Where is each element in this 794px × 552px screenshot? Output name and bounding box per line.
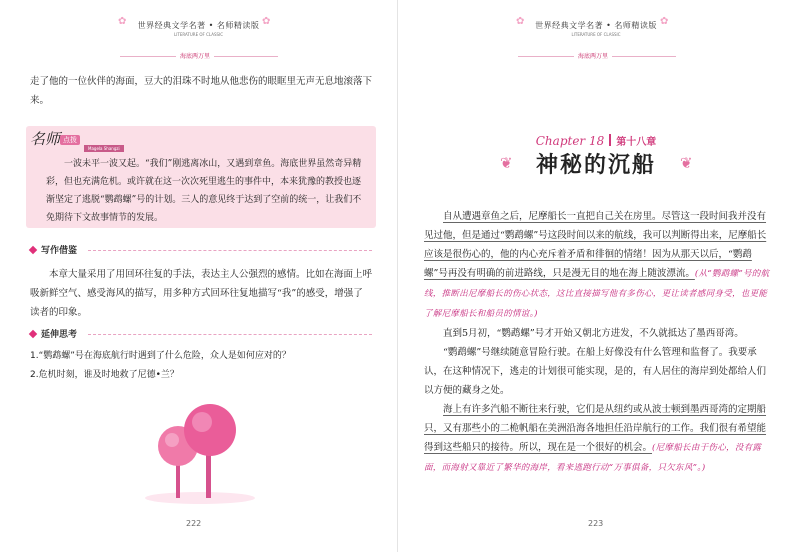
paragraph-text: 自从遭遇章鱼之后，尼摩船长一直把自己关在房里。尽管这一段时间我并没有见过他，但是通过“鹦鹉螺”号这段时间以来的航线，我可以判断得出来，尼摩船长应该是很伤心的，他的内心充斥着矛盾和徘徊的情绪！因为从那天以后，“鹦鹉螺”号再没有明确的前进路线，只是漫无目的地在海上随波漂流。 — [424, 211, 767, 279]
paragraph: 直到5月初，“鹦鹉螺”号才开始又朝北方进发，不久就抵达了墨西哥湾。 — [443, 328, 744, 339]
flower-icon: ✿ — [516, 16, 525, 27]
chapter-cn: 第十八章 — [616, 137, 657, 148]
series-title: 世界经典文学名著 • 名师精读版 — [137, 21, 260, 30]
dashed-rule — [88, 334, 372, 335]
section-writing-label: 写作借鉴 — [41, 246, 78, 256]
series-subtitle: LITERATURE OF CLASSIC — [174, 32, 223, 37]
flower-icon: ✿ — [262, 16, 271, 27]
dashed-rule — [88, 250, 372, 251]
annotation-note: (从“鹦鹉螺”号的航线，推断出尼摩船长的伤心状态，这比直接描写他有多伤心，更让读者感同身受，也更能了解尼摩船长和船员的情谊。) — [424, 269, 770, 319]
diamond-bullet-icon — [29, 330, 37, 338]
tip-badge-small: 点拨 — [60, 135, 80, 145]
flower-icon: ✿ — [660, 16, 669, 27]
chapter-body — [424, 207, 770, 478]
page-header — [398, 6, 794, 48]
tip-badge-en: Magela Shangzi — [84, 145, 124, 152]
chapter-en: Chapter 18 — [535, 134, 605, 148]
series-subtitle: LITERATURE OF CLASSIC — [571, 32, 621, 37]
bow-ornament-icon: ❦ — [500, 154, 513, 172]
teacher-tip-badge — [30, 128, 124, 152]
section-thinking-label: 延伸思考 — [41, 330, 78, 340]
paragraph-text: 海上有许多汽船不断往来行驶，它们是从纽约或从波士顿到墨西哥湾的定期船只，又有那些小的二桅帆船在美洲沿海各地担任沿岸航行的工作。我们很有希望能得到这些船只的接待。所以，现在是一个很好的机会。 — [424, 404, 767, 453]
book-title: 海底两万里 — [574, 51, 612, 60]
section-thinking-header — [30, 328, 372, 340]
chapter-title: 神秘的沉船 — [535, 153, 656, 178]
right-page — [397, 0, 794, 552]
teacher-tip-text: 一波未平一波又起。“我们”刚逃离冰山，又遇到章鱼。海底世界虽然奇异精彩，但也充满危机。或许就在这一次次死里逃生的事件中，本来犹豫的教授也逐渐坚定了逃脱“鹦鹉螺”号的计划。三人的意见终于达到了空前的统一，让我们不免期待下文故事情节的发展。 — [46, 159, 362, 223]
question-list — [30, 347, 372, 385]
bow-ornament-icon: ❦ — [680, 154, 693, 172]
diamond-bullet-icon — [29, 246, 37, 254]
chapter-heading — [398, 130, 794, 149]
question-item: 2.危机时刻，谁及时地救了尼德•兰？ — [30, 370, 179, 380]
question-item: 1.“鹦鹉螺”号在海底航行时遇到了什么危险，众人是如何应对的？ — [30, 351, 291, 361]
page-number: 222 — [186, 519, 202, 528]
continued-text: 走了他的一位伙伴的海面，豆大的泪珠不时地从他悲伤的眼眶里无声无息地滚落下来。 — [30, 76, 373, 106]
writing-text: 本章大量采用了用回环往复的手法，表达主人公强烈的感情。比如在海面上呼吸新鲜空气、感受海风的描写，用多种方式回环往复地描写“我”的感受，增强了读者的印象。 — [30, 269, 373, 318]
paragraph: “鹦鹉螺”号继续随意冒险行驶。在船上好像没有什么管理和监督了。我要承认，在这种情况下，逃走的计划很可能实现，是的，有人居住的海岸到处都给人们以方便的藏身之处。 — [424, 347, 767, 396]
page-header — [0, 6, 397, 48]
paragraph — [424, 400, 770, 478]
book-title: 海底两万里 — [176, 51, 214, 60]
chapter-separator — [609, 134, 611, 146]
paragraph — [424, 207, 770, 324]
tip-badge-big: 名师 — [30, 130, 61, 148]
series-title: 世界经典文学名著 • 名师精读版 — [535, 21, 657, 30]
flower-icon: ✿ — [118, 16, 127, 27]
tree-illustration — [140, 398, 270, 508]
annotation-note: (尼摩船长由于伤心，没有露面，而海射又靠近了繁华的海岸，看来逃跑行动“万事俱备，只欠东风”。) — [424, 443, 762, 473]
page-number: 223 — [588, 519, 604, 528]
section-writing-header — [30, 244, 372, 256]
